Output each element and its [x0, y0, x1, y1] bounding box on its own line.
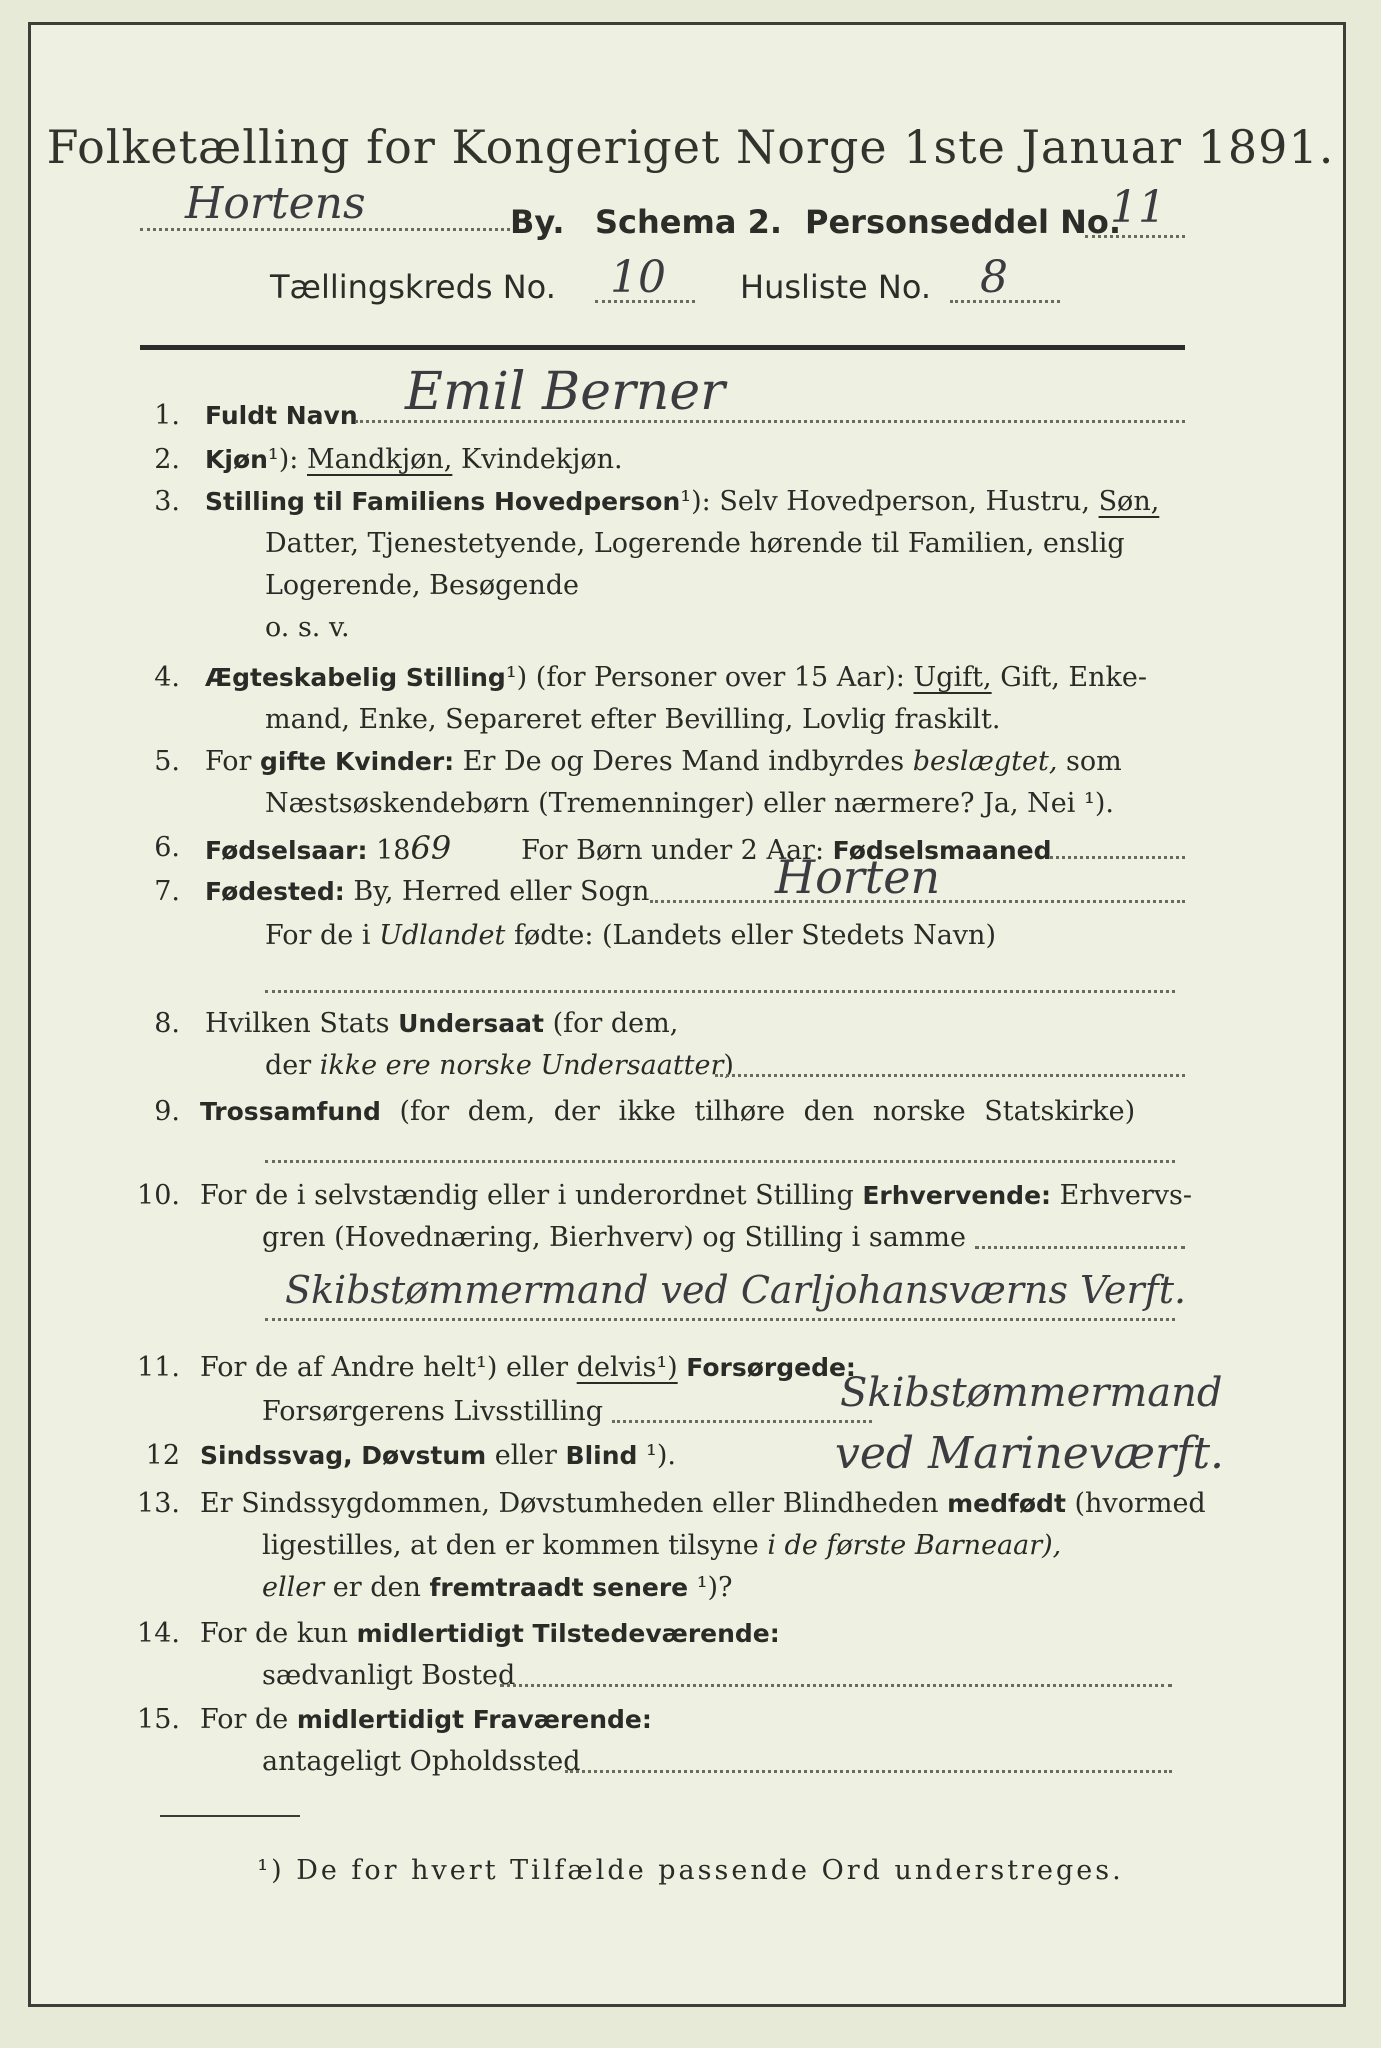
q12-label: Sindssvag, Døvstum	[200, 1441, 487, 1470]
husliste-number: 8	[980, 252, 1008, 303]
taellingskreds-number: 10	[610, 252, 666, 303]
q6-label: Fødselsaar:	[205, 836, 368, 865]
q11-number: 11.	[137, 1352, 180, 1383]
q13-label: medfødt	[947, 1489, 1066, 1518]
q3-sup: ¹):	[680, 486, 711, 517]
q5-text-1b: som	[1066, 746, 1122, 777]
q4-age-note: (for Personer over 15 Aar):	[535, 662, 905, 693]
q15-number: 15.	[137, 1704, 180, 1735]
footnote-rule	[160, 1815, 300, 1817]
q11-text-2: Forsørgerens Livsstilling	[262, 1396, 604, 1427]
q7-line-1	[205, 872, 649, 912]
q1-label: Fuldt Navn	[205, 401, 358, 430]
q2-label: Kjøn	[205, 445, 268, 474]
q13-post: ¹)?	[696, 1572, 733, 1603]
q4-label: Ægteskabelig Stilling	[205, 663, 506, 692]
q1-answer-name: Emil Berner	[405, 362, 726, 422]
q1-number: 1.	[154, 400, 180, 431]
q13-line-1	[200, 1484, 1206, 1524]
q6-year-answer: 69	[410, 829, 452, 867]
q6-year-prefix: 18	[376, 835, 411, 866]
footnote: ¹) De for hvert Tilfælde passende Ord understreges.	[257, 1855, 1124, 1886]
q15-line-1	[200, 1700, 652, 1740]
q7-label: Fødested:	[205, 877, 345, 906]
q7-text-2b: fødte: (Landets eller Stedets Navn)	[513, 920, 996, 951]
q15-pre: For de	[200, 1704, 289, 1735]
by-label: By.	[510, 203, 565, 241]
q8-pre: Hvilken Stats	[205, 1008, 390, 1039]
q7-number: 7.	[154, 876, 180, 907]
q2-option-mandkjon: Mandkjøn,	[306, 444, 453, 475]
q10-number: 10.	[137, 1180, 180, 1211]
q13-text-1: Er Sindssygdommen, Døvstumheden eller Blindheden	[200, 1488, 939, 1519]
q8-text-2	[265, 1046, 734, 1086]
q6-number: 6.	[154, 832, 180, 863]
q3-selected-son: Søn,	[1098, 486, 1160, 517]
q10-dotted-line	[975, 1246, 1185, 1249]
q13-text-2a: ligestilles, at den er kommen tilsyne	[262, 1530, 759, 1561]
q7-answer-line-2	[265, 990, 1175, 993]
q8-text-2a: der	[265, 1050, 312, 1081]
q13-italic: i de første Barneaar),	[767, 1530, 1062, 1561]
q13-text-3	[262, 1568, 733, 1608]
header-rule	[140, 345, 1185, 350]
q5-line-1	[205, 742, 1122, 782]
q10-text-1b: Erhvervs-	[1059, 1180, 1193, 1211]
city-dotted-line	[140, 228, 510, 231]
q2-sup: ¹):	[267, 444, 299, 475]
q3-line-1	[205, 482, 1159, 522]
q2-number: 2.	[154, 444, 180, 475]
q12-number: 12	[145, 1440, 180, 1471]
q7-text-2	[265, 916, 996, 956]
husliste-label: Husliste No.	[740, 268, 931, 306]
q4-line-1	[205, 658, 1147, 698]
q14-number: 14.	[137, 1618, 180, 1649]
q11-line-1	[200, 1348, 856, 1388]
q7-text-1: By, Herred eller Sogn	[353, 876, 650, 907]
q6-under-2: For Børn under 2 Aar:	[521, 835, 825, 866]
q12-post: ¹).	[646, 1440, 676, 1471]
city-handwritten: Hortens	[185, 178, 366, 229]
q3-label: Stilling til Familiens Hovedperson	[205, 487, 681, 516]
q11-dotted-line	[612, 1420, 872, 1423]
q10-line-1	[200, 1176, 1192, 1216]
q12-label-2: Blind	[565, 1441, 638, 1470]
q8-post: (for dem,	[552, 1008, 679, 1039]
q3-options-2: Datter, Tjenestetyende, Logerende hørende til Familien, enslig	[265, 528, 1125, 559]
q13-eller: eller	[262, 1572, 325, 1603]
q10-answer-occupation: Skibstømmermand ved Carljohansværns Verft.	[285, 1268, 1187, 1312]
personseddel-number: 11	[1110, 182, 1166, 233]
q3-options-4: o. s. v.	[265, 612, 350, 643]
q15-label: midlertidigt Fraværende:	[296, 1705, 652, 1734]
q9-line	[200, 1092, 1135, 1132]
q15-text-2: antageligt Opholdssted	[262, 1746, 581, 1777]
schema-label: Schema 2.	[595, 203, 782, 241]
q9-post: (for dem, der ikke tilhøre den norske Statskirke)	[399, 1096, 1136, 1127]
q11-selected-delvis: delvis¹)	[576, 1352, 678, 1383]
q5-italic: beslægtet,	[912, 746, 1058, 777]
q7-italic: Udlandet	[379, 920, 506, 951]
q11-answer-2: ved Marineværft.	[835, 1428, 1225, 1479]
q5-number: 5.	[154, 746, 180, 777]
q9-number: 9.	[154, 1096, 180, 1127]
q5-label: gifte Kvinder:	[260, 747, 455, 776]
q11-answer-1: Skibstømmermand	[840, 1370, 1223, 1416]
q3-number: 3.	[154, 486, 180, 517]
q8-text-2b: )	[723, 1050, 734, 1081]
q4-options-1: Gift, Enke-	[1000, 662, 1147, 693]
q11-text-1: For de af Andre helt¹) eller	[200, 1352, 569, 1383]
q10-answer-line	[265, 1318, 1175, 1321]
q7-text-2a: For de i	[265, 920, 371, 951]
q8-label: Undersaat	[398, 1009, 544, 1038]
q14-pre: For de kun	[200, 1618, 348, 1649]
q10-text-1: For de i selvstændig eller i underordnet Stilling	[200, 1180, 854, 1211]
personseddel-label: Personseddel No.	[805, 203, 1122, 241]
q10-label: Erhvervende:	[862, 1181, 1052, 1210]
q4-sup: ¹)	[505, 662, 528, 693]
q8-number: 8.	[154, 1008, 180, 1039]
q12-mid: eller	[494, 1440, 557, 1471]
q5-text-1: Er De og Deres Mand indbyrdes	[462, 746, 905, 777]
q14-dotted-line	[500, 1684, 1172, 1687]
q6-dotted-line	[1050, 856, 1185, 859]
q14-text-2: sædvanligt Bosted	[262, 1660, 516, 1691]
q9-label: Trossamfund	[200, 1097, 381, 1126]
q12-line	[200, 1436, 676, 1476]
q13-label-2: fremtraadt senere	[429, 1573, 689, 1602]
q2-text	[205, 440, 623, 480]
q8-italic: ikke ere norske Undersaatter	[319, 1050, 724, 1081]
q8-dotted-line	[715, 1074, 1185, 1077]
q4-options-2: mand, Enke, Separeret efter Bevilling, Lovlig fraskilt.	[265, 704, 1001, 735]
q9-answer-line	[265, 1160, 1175, 1163]
q5-pre: For	[205, 746, 252, 777]
q3-options-1: Selv Hovedperson, Hustru,	[719, 486, 1090, 517]
q15-dotted-line	[565, 1770, 1172, 1773]
q3-options-3: Logerende, Besøgende	[265, 570, 579, 601]
q6-label-2: Fødselsmaaned	[832, 836, 1052, 865]
q14-label: midlertidigt Tilstedeværende:	[356, 1619, 780, 1648]
q7-answer-birthplace: Horten	[775, 850, 941, 904]
q10-text-2: gren (Hovednæring, Bierhverv) og Stilling i samme	[262, 1222, 967, 1253]
form-title: Folketælling for Kongeriget Norge 1ste Januar 1891.	[46, 120, 1335, 174]
q13-text-1b: (hvormed	[1074, 1488, 1206, 1519]
q5-text-2: Næstsøskendebørn (Tremenninger) eller nærmere? Ja, Nei ¹).	[265, 788, 1114, 819]
taellingskreds-label: Tællingskreds No.	[270, 268, 556, 306]
q11-label: Forsørgede:	[686, 1353, 856, 1382]
personseddel-dotted-line	[1085, 235, 1185, 238]
q13-text-2	[262, 1526, 1061, 1566]
q13-text-3b: er den	[332, 1572, 421, 1603]
q13-number: 13.	[137, 1488, 180, 1519]
q2-option-kvindekjon: Kvindekjøn.	[460, 444, 623, 475]
q14-line-1	[200, 1614, 780, 1654]
q8-line-1	[205, 1004, 678, 1044]
q4-selected-ugift: Ugift,	[913, 662, 992, 693]
q4-number: 4.	[154, 662, 180, 693]
